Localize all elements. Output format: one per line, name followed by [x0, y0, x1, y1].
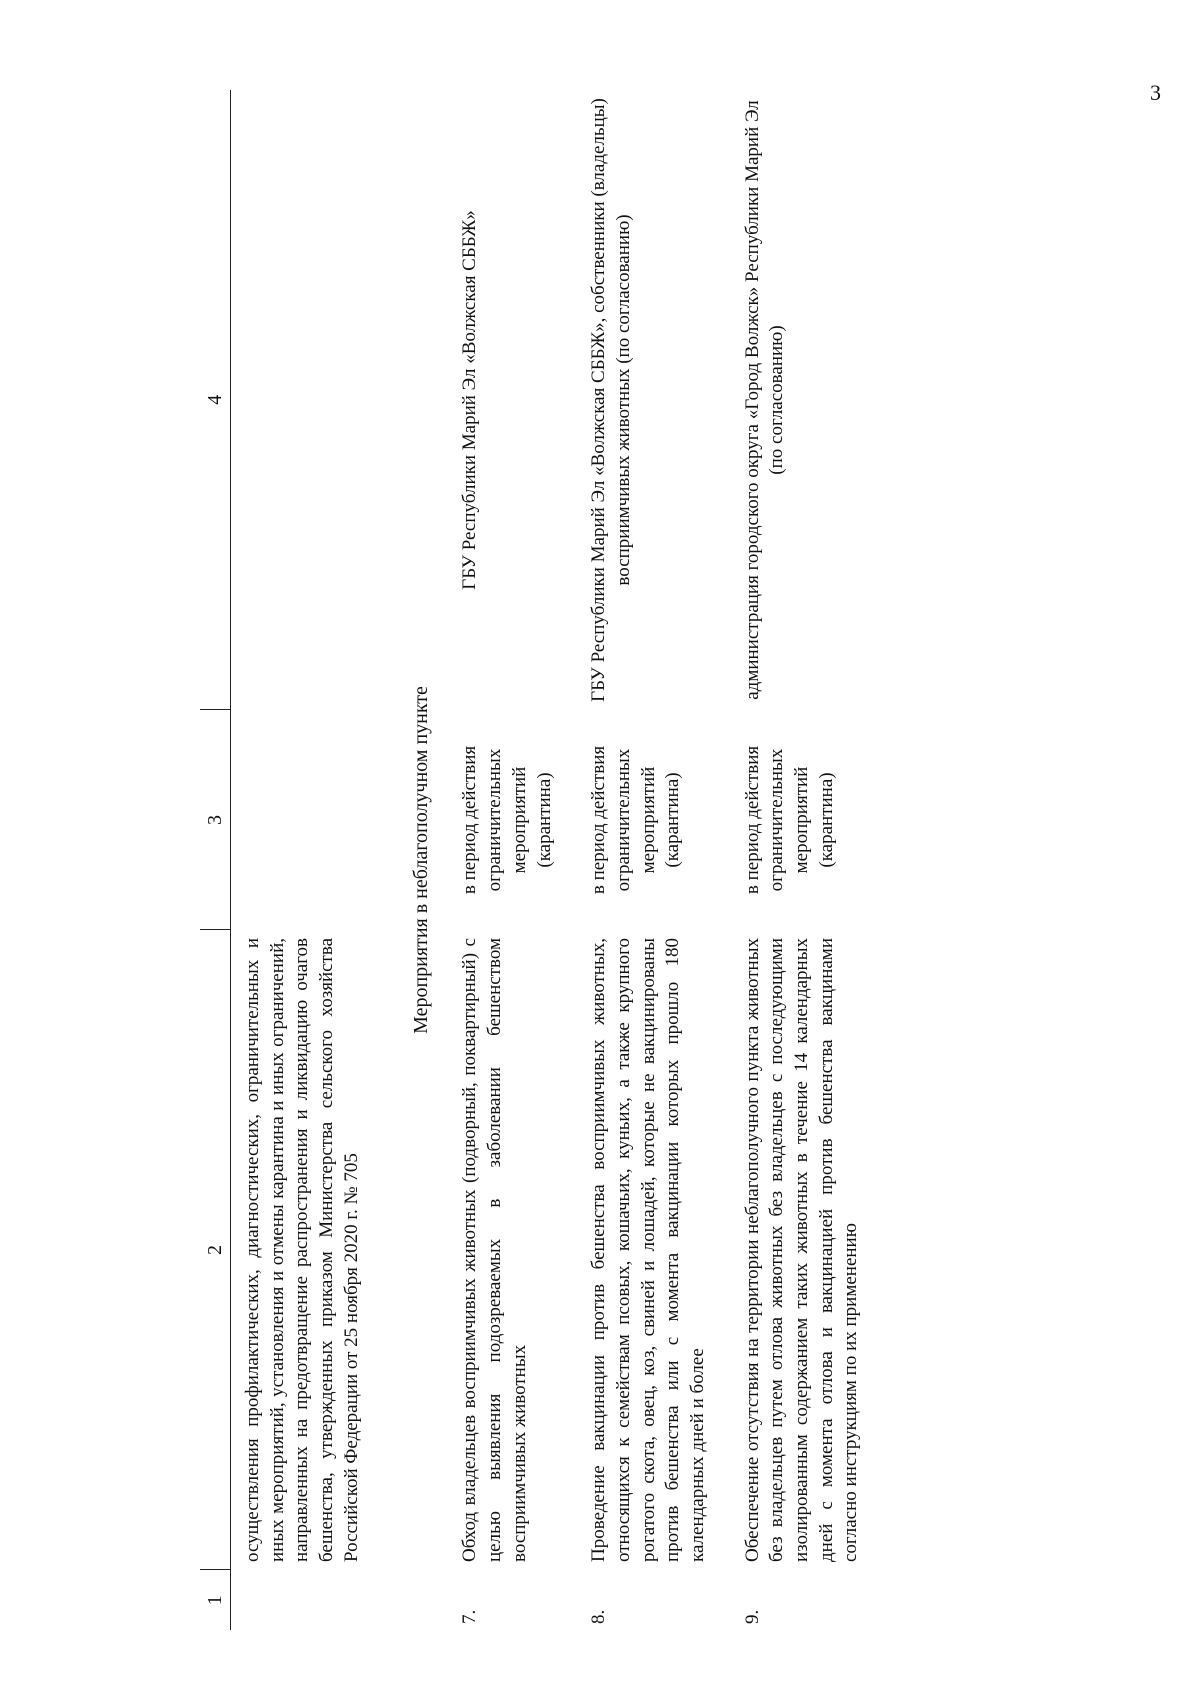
rotated-landscape-table [200, 90, 1060, 1630]
page-number: 3 [1150, 80, 1161, 105]
column-header-1: 1 [200, 1570, 231, 1630]
measure-responsible: ГБУ Республики Марий Эл «Волжская СББЖ» [459, 210, 481, 590]
measure-term: в период действия ограничительных мероприятий (карантина) [741, 745, 837, 895]
row-number: 7. [459, 1609, 481, 1624]
measure-term: в период действия ограничительных мероприятий (карантина) [459, 745, 555, 895]
continued-row [231, 90, 391, 1630]
measure-responsible: ГБУ Республики Марий Эл «Волжская СББЖ», собственники (владельцы) восприимчивых животных (по согласованию) [588, 98, 634, 702]
section-title: Мероприятия в неблагополучном пункте [410, 686, 433, 1034]
measure-description: Проведение вакцинации против бешенства восприимчивых животных, относящихся к семействам псовых, кошачьих, куньих, а также крупного рогатого скота, овец, коз, свиней и лошадей, которые не вакцинированы против бешенства или с момента вакцинации которых прошло 180 календарных дней и более [588, 938, 708, 1562]
row-number: 8. [588, 1609, 610, 1624]
column-header-4: 4 [200, 90, 231, 710]
column-header-3: 3 [200, 710, 231, 930]
table-row [577, 90, 730, 1630]
column-number-row [200, 90, 231, 1630]
measures-table [200, 90, 884, 1630]
measure-responsible: администрация городского округа «Город Волжск» Республики Марий Эл (по согласованию) [741, 100, 788, 700]
measure-description: Обеспечение отсутствия на территории неблагополучного пункта животных без владельцев путем отлова животных без владельцев с последующими изолированным содержанием таких животных в течение 14 календарных дней с момента отлова и вакцинацией против бешенства вакцинами согласно инструкциям по их применению [741, 938, 862, 1562]
section-heading-row [390, 90, 448, 1630]
row-number: 9. [741, 1609, 763, 1624]
continued-description: осуществления профилактических, диагностических, ограничительных и иных мероприятий, установления и отмены карантина и иных ограничений, направленных на предотвращение распространения и ликвидацию очагов бешенства, утвержденных приказом Министерства сельского хозяйства Российской Федерации от 25 ноября 2020 г. № 705 [242, 938, 362, 1562]
measure-term: в период действия ограничительных мероприятий (карантина) [588, 745, 684, 895]
measure-description: Обход владельцев восприимчивых животных (подворный, поквартирный) с целью выявления подозреваемых в заболевании бешенством восприимчивых животных [459, 938, 530, 1562]
column-header-2: 2 [200, 930, 231, 1570]
table-row [731, 90, 884, 1630]
table-row [448, 90, 577, 1630]
